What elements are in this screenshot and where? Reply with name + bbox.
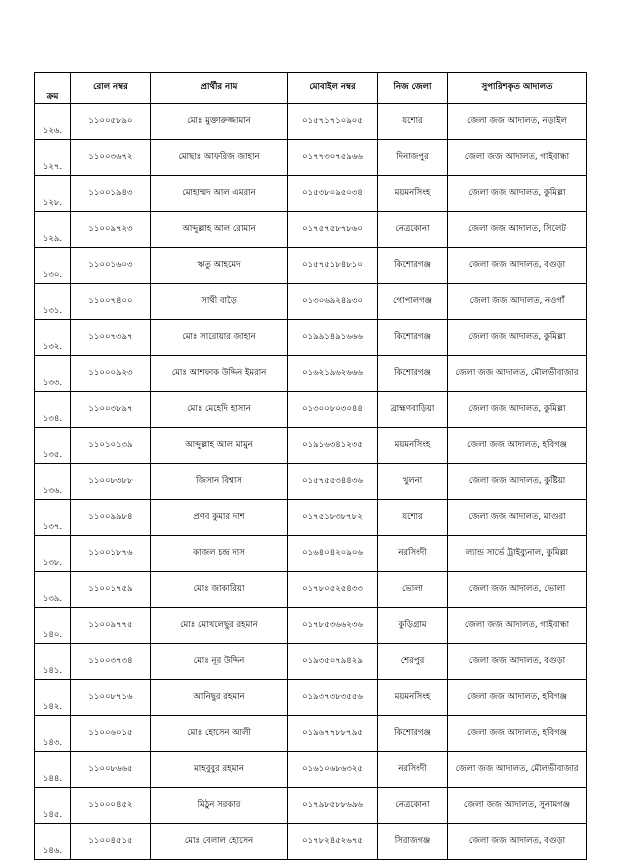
cell-serial: ১৩৮.: [35, 536, 71, 572]
cell-serial: ১৪৩.: [35, 716, 71, 752]
cell-court: জেলা জজ আদালত, গাইবান্ধা: [448, 608, 587, 644]
cell-court: জেলা জজ আদালত, ভোলা: [448, 572, 587, 608]
table-row: [35, 248, 587, 284]
cell-roll: ১১০০১৮৭৬: [71, 536, 151, 572]
cell-roll: ১১০০৯৭৭৫: [71, 608, 151, 644]
table-row: [35, 500, 587, 536]
cell-name: মোঃ জাকারিয়া: [151, 572, 288, 608]
cell-court: জেলা জজ আদালত, বগুড়া: [448, 644, 587, 680]
cell-court: জেলা জজ আদালত, হবিগঞ্জ: [448, 716, 587, 752]
cell-mobile: ০১৭৮২৪৫২৬৭৫: [288, 824, 378, 860]
cell-serial: ১৩০.: [35, 248, 71, 284]
cell-roll: ১১০০৮৭১৬: [71, 680, 151, 716]
cell-name: মোঃ আশফাক উদ্দিন ইমরান: [151, 356, 288, 392]
table-row: [35, 680, 587, 716]
cell-court: জেলা জজ আদালত, বগুড়া: [448, 824, 587, 860]
cell-serial: ১২৯.: [35, 212, 71, 248]
cell-serial: ১৪৫.: [35, 788, 71, 824]
cell-serial: ১৩৬.: [35, 464, 71, 500]
candidate-table: [34, 72, 587, 860]
header-district: নিজ জেলা: [378, 73, 448, 104]
cell-mobile: ০১৬২১৯৬২৬৬৬: [288, 356, 378, 392]
cell-serial: ১৪২.: [35, 680, 71, 716]
cell-mobile: ০১৭৮০৫২৫৪৩৩: [288, 572, 378, 608]
cell-court: জেলা জজ আদালত, কুষ্টিয়া: [448, 464, 587, 500]
cell-name: মোঃ মেহেদি হাসান: [151, 392, 288, 428]
cell-roll: ১১০০৭৩৯৭: [71, 320, 151, 356]
cell-roll: ১১০০৬০১৫: [71, 716, 151, 752]
cell-roll: ১১০০০৪৫২: [71, 788, 151, 824]
cell-mobile: ০১৫৭৫৫৩৪৪৩৬: [288, 464, 378, 500]
cell-roll: ১১০০১৯৪৩: [71, 176, 151, 212]
header-name: প্রার্থীর নাম: [151, 73, 288, 104]
cell-roll: ১১০০৮৬৬৫: [71, 752, 151, 788]
cell-court: জেলা জজ আদালত, হবিগঞ্জ: [448, 680, 587, 716]
cell-district: কিশোরগঞ্জ: [378, 320, 448, 356]
cell-name: জিসান বিশ্বাস: [151, 464, 288, 500]
cell-name: মোঃ মোখলেছুর রহমান: [151, 608, 288, 644]
cell-mobile: ০১৬১০৬৮৬৩২৫: [288, 752, 378, 788]
cell-name: মোহাম্মদ আল এমরান: [151, 176, 288, 212]
cell-court: জেলা জজ আদালত, কুমিল্লা: [448, 176, 587, 212]
cell-court: জেলা জজ আদালত, সিলেট: [448, 212, 587, 248]
cell-serial: ১৩৩.: [35, 356, 71, 392]
cell-court: জেলা জজ আদালত, মাগুরা: [448, 500, 587, 536]
cell-district: খুলনা: [378, 464, 448, 500]
cell-name: মোঃ নূর উদ্দিন: [151, 644, 288, 680]
cell-district: ব্রাহ্মণবাড়িয়া: [378, 392, 448, 428]
table-row: [35, 464, 587, 500]
cell-district: গোপালগঞ্জ: [378, 284, 448, 320]
cell-mobile: ০১৯১৬৩৪১২৩৫: [288, 428, 378, 464]
cell-court: জেলা জজ আদালত, নওগাঁ: [448, 284, 587, 320]
cell-court: জেলা জজ আদালত, মৌলভীবাজার: [448, 752, 587, 788]
cell-roll: ১১০০৩৬৭২: [71, 140, 151, 176]
cell-roll: ১১০০৪৫১৫: [71, 824, 151, 860]
table-row: [35, 788, 587, 824]
cell-serial: ১২৮.: [35, 176, 71, 212]
cell-district: ময়মনসিংহ: [378, 428, 448, 464]
cell-roll: ১১০০৮৩৮৮: [71, 464, 151, 500]
cell-mobile: ০১৯৯১৪৯১৬৬৬: [288, 320, 378, 356]
cell-district: ভোলা: [378, 572, 448, 608]
table-row: [35, 536, 587, 572]
cell-serial: ১৩১.: [35, 284, 71, 320]
table-row: [35, 212, 587, 248]
header-mobile: মোবাইল নম্বর: [288, 73, 378, 104]
table-row: [35, 140, 587, 176]
header-roll: রোল নম্বর: [71, 73, 151, 104]
cell-name: প্রণব কুমার দাশ: [151, 500, 288, 536]
cell-name: সাথী বাড়ৈ: [151, 284, 288, 320]
cell-court: জেলা জজ আদালত, হবিগঞ্জ: [448, 428, 587, 464]
cell-district: ময়মনসিংহ: [378, 176, 448, 212]
cell-name: মোঃ হোসেন আলী: [151, 716, 288, 752]
cell-district: ময়মনসিংহ: [378, 680, 448, 716]
cell-district: কিশোরগঞ্জ: [378, 248, 448, 284]
cell-district: নরসিংদী: [378, 752, 448, 788]
table-row: [35, 572, 587, 608]
cell-court: জেলা জজ আদালত, নড়াইল: [448, 104, 587, 140]
cell-mobile: ০১৭৮৫৩৬৬২৩৬: [288, 608, 378, 644]
table-row: [35, 752, 587, 788]
cell-mobile: ০১৯৬৭৭৮৮৭৯৫: [288, 716, 378, 752]
cell-court: জেলা জজ আদালত, কুমিল্লা: [448, 320, 587, 356]
cell-mobile: ০১৫৩৮০৯৫০৩৪: [288, 176, 378, 212]
table-row: [35, 104, 587, 140]
cell-name: আব্দুল্লাহ আল মামুন: [151, 428, 288, 464]
cell-serial: ১৪৬.: [35, 824, 71, 860]
cell-district: যশোর: [378, 104, 448, 140]
cell-serial: ১৩৫.: [35, 428, 71, 464]
cell-district: কুড়িগ্রাম: [378, 608, 448, 644]
cell-district: কিশোরগঞ্জ: [378, 356, 448, 392]
cell-name: মিঠুন সরকার: [151, 788, 288, 824]
cell-name: আনিছুর রহমান: [151, 680, 288, 716]
cell-district: নরসিংদী: [378, 536, 448, 572]
cell-name: মোঃ বেলাল হোসেন: [151, 824, 288, 860]
table-row: [35, 608, 587, 644]
cell-district: নেত্রকোনা: [378, 788, 448, 824]
table-row: [35, 320, 587, 356]
cell-name: কাজল চন্দ্র দাস: [151, 536, 288, 572]
cell-serial: ১৩৭.: [35, 500, 71, 536]
cell-roll: ১১০১০১৩৯: [71, 428, 151, 464]
cell-roll: ১১০০৫৮৯০: [71, 104, 151, 140]
cell-name: মাহবুবুর রহমান: [151, 752, 288, 788]
cell-district: দিনাজপুর: [378, 140, 448, 176]
cell-serial: ১২৭.: [35, 140, 71, 176]
cell-mobile: ০১৭৫১৮৩৮৭৮২: [288, 500, 378, 536]
cell-roll: ১১০০৩৮৯৭: [71, 392, 151, 428]
cell-mobile: ০১৭৯৮৫৮৮৬৯৬: [288, 788, 378, 824]
cell-name: মোঃ মুক্তারুজ্জামান: [151, 104, 288, 140]
header-serial: ক্রম: [35, 73, 71, 104]
cell-roll: ১১০০০৯২৩: [71, 356, 151, 392]
cell-district: নেত্রকোনা: [378, 212, 448, 248]
cell-district: সিরাজগঞ্জ: [378, 824, 448, 860]
cell-serial: ১৩৯.: [35, 572, 71, 608]
cell-serial: ১৪১.: [35, 644, 71, 680]
cell-roll: ১১০০৯৯৮৪: [71, 500, 151, 536]
cell-mobile: ০১৭৭৩০৭৫৯৬৬: [288, 140, 378, 176]
cell-roll: ১১০০৯৭২৩: [71, 212, 151, 248]
cell-court: ল্যান্ড সার্ভে ট্রাইব্যুনাল, কুমিল্লা: [448, 536, 587, 572]
cell-serial: ১৩২.: [35, 320, 71, 356]
cell-mobile: ০১৩০৬৯২৪৯৩০: [288, 284, 378, 320]
cell-court: জেলা জজ আদালত, মৌলভীবাজার: [448, 356, 587, 392]
cell-mobile: ০১৯৩৭৩৮৩৫৫৬: [288, 680, 378, 716]
cell-district: যশোর: [378, 500, 448, 536]
table-row: [35, 176, 587, 212]
table-header-row: [35, 73, 587, 104]
cell-roll: ১১০০৭৪০০: [71, 284, 151, 320]
cell-mobile: ০১৭৫৭৫৮৭৮৬০: [288, 212, 378, 248]
cell-name: মোঃ সারোয়ার জাহান: [151, 320, 288, 356]
cell-mobile: ০১৩০০৮০৩০৪৪: [288, 392, 378, 428]
table-row: [35, 824, 587, 860]
cell-district: শেরপুর: [378, 644, 448, 680]
cell-name: ঋতু আহমেদ: [151, 248, 288, 284]
cell-mobile: ০১৫৭১৭১০৯০৫: [288, 104, 378, 140]
cell-roll: ১১০০১৭৫৯: [71, 572, 151, 608]
cell-roll: ১১০০৩৭৩৪: [71, 644, 151, 680]
cell-mobile: ০১৬৪০৪২০৯০৬: [288, 536, 378, 572]
cell-serial: ১২৬.: [35, 104, 71, 140]
cell-court: জেলা জজ আদালত, গাইবান্ধা: [448, 140, 587, 176]
cell-roll: ১১০০১৬০৩: [71, 248, 151, 284]
cell-mobile: ০১৫৭৫১৮৪৮১০: [288, 248, 378, 284]
cell-district: কিশোরগঞ্জ: [378, 716, 448, 752]
cell-serial: ১৪০.: [35, 608, 71, 644]
table-row: [35, 716, 587, 752]
table-row: [35, 284, 587, 320]
table-row: [35, 428, 587, 464]
cell-court: জেলা জজ আদালত, কুমিল্লা: [448, 392, 587, 428]
cell-name: মোছাঃ আফরিজ জাহান: [151, 140, 288, 176]
cell-court: জেলা জজ আদালত, বগুড়া: [448, 248, 587, 284]
cell-name: আব্দুল্লাহ আল রোমান: [151, 212, 288, 248]
table-body: [35, 104, 587, 860]
table-row: [35, 644, 587, 680]
cell-serial: ১৩৪.: [35, 392, 71, 428]
table-row: [35, 392, 587, 428]
cell-mobile: ০১৯৩৫০৭৯৪২৯: [288, 644, 378, 680]
cell-serial: ১৪৪.: [35, 752, 71, 788]
table-row: [35, 356, 587, 392]
header-court: সুপারিশকৃত আদালত: [448, 73, 587, 104]
cell-court: জেলা জজ আদালত, সুনামগঞ্জ: [448, 788, 587, 824]
